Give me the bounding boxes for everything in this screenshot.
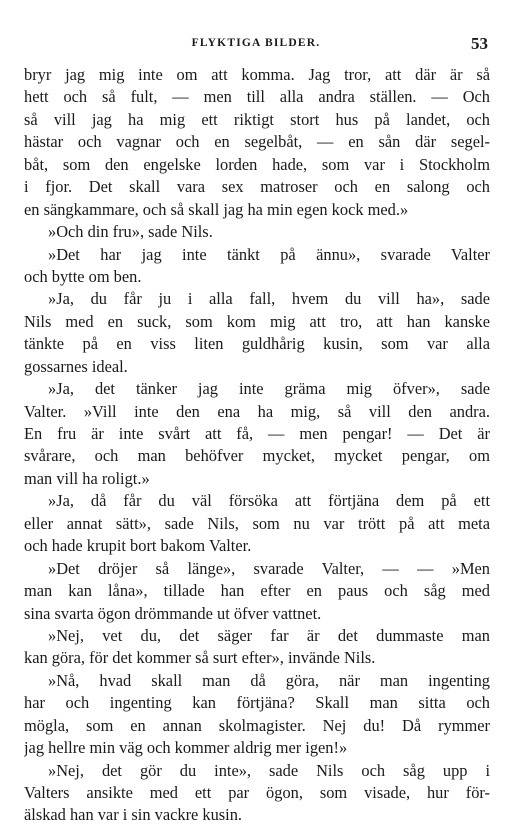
text-line: man kan låna», tillade han efter en paus och såg med xyxy=(24,581,490,601)
text-line: kan göra, för det kommer så surt efter», invände Nils. xyxy=(24,648,376,668)
text-line: svårare, och man behöfver mycket, mycket pengar, om xyxy=(24,446,490,466)
running-title: FLYKTIGA BILDER. xyxy=(191,37,321,49)
text-line: i fjor. Det skall vara sex matroser och en salong och xyxy=(24,177,490,197)
text-line: hett och så fult, — men till alla andra ställen. — Och xyxy=(24,87,490,107)
text-line: tänkte på en viss liten guldhårig kusin, som var alla xyxy=(24,334,490,354)
text-line: »Det dröjer så länge», svarade Valter, — — »Men xyxy=(48,558,490,578)
text-line: gossarnes ideal. xyxy=(24,356,128,376)
text-line: älskad han var i sin vackre kusin. xyxy=(24,805,243,825)
page-number: 53 xyxy=(471,34,488,53)
text-line: »Ja, det tänker jag inte gräma mig öfver», sade xyxy=(48,379,490,399)
text-line: och hade krupit bort bakom Valter. xyxy=(24,536,252,556)
text-line: Nils med en suck, som kom mig att tro, att han kanske xyxy=(24,311,490,331)
text-line: så vill jag ha mig ett riktigt stort hus på landet, och xyxy=(24,109,490,129)
text-line: »Nej, vet du, det säger far är det dummaste man xyxy=(48,625,490,645)
text-line: »Det har jag inte tänkt på ännu», svarade Valter xyxy=(48,244,490,264)
text-line: båt, som den engelske lorden hade, som var i Stockholm xyxy=(24,154,490,174)
text-line: en sängkammare, och så skall jag ha min egen kock med.» xyxy=(24,199,409,219)
text-line: har och ingenting kan förtjäna? Skall man sitta och xyxy=(24,693,490,713)
text-line: mögla, som en annan skolmagister. Nej du! Då rymmer xyxy=(24,715,490,735)
text-line: En fru är inte svårt att få, — men pengar! — Det är xyxy=(24,424,490,443)
text-line: »Ja, du får ju i alla fall, hvem du vill ha», sade xyxy=(48,289,490,309)
text-line: Valter. »Vill inte den ena ha mig, så vill den andra. xyxy=(24,401,490,421)
text-line: och bytte om ben. xyxy=(24,266,142,286)
body-text xyxy=(24,64,490,827)
text-line: »Nå, hvad skall man då göra, när man ingenting xyxy=(48,670,490,690)
text-line: jag hellre min väg och kommer aldrig mer igen!» xyxy=(24,738,348,758)
text-line: Valters ansikte med ett par ögon, som visade, hur för- xyxy=(24,783,490,802)
text-line: bryr jag mig inte om att komma. Jag tror, att där är så xyxy=(24,65,490,84)
text-line: »Ja, då får du väl försöka att förtjäna dem på ett xyxy=(48,491,490,511)
running-header xyxy=(24,34,488,56)
text-line: sina svarta ögon drömmande ut öfver vattnet. xyxy=(24,603,322,623)
text-line: eller annat sätt», sade Nils, som nu var trött på att meta xyxy=(24,513,490,533)
text-line: »Och din fru», sade Nils. xyxy=(48,222,213,242)
text-line: man vill ha roligt.» xyxy=(24,468,150,488)
text-line: hästar och vagnar och en segelbåt, — en sån där segel- xyxy=(24,132,490,152)
text-line: »Nej, det gör du inte», sade Nils och såg upp i xyxy=(48,760,490,780)
